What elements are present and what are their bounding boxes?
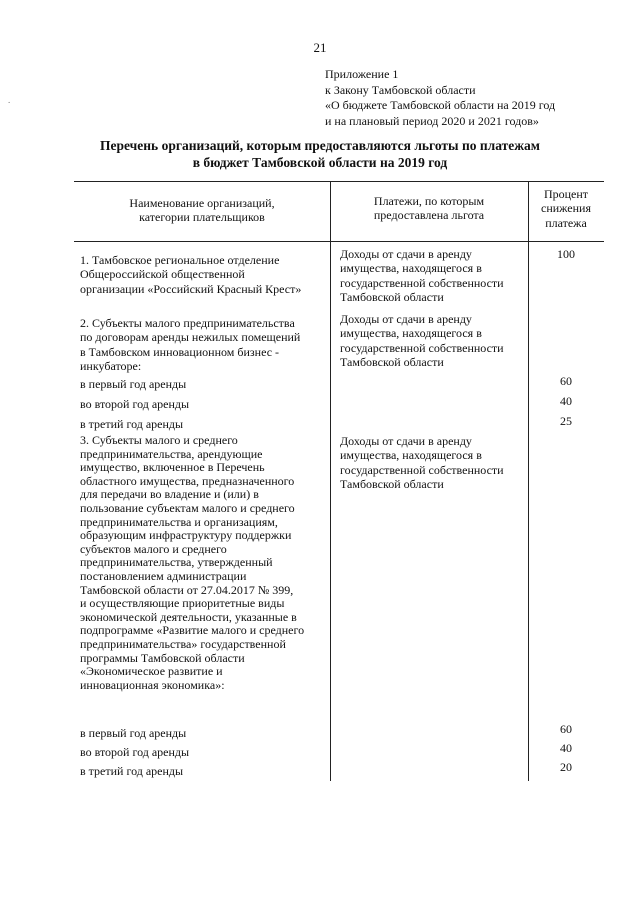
table-row-2b-organization: во второй год аренды: [80, 397, 190, 411]
table-row-3-organization: 3. Субъекты малого и среднего предпринимательства, арендующие имущество, включенное в Перечень областного имущества, предназначенного для передачи во владение и (или) в пользование субъектам малого и среднего предпринимательства и организациям, образующим инфраструктуру поддержки субъектов малого и среднего предпринимательства, утвержденный постановлением администрации Тамбовской области от 27.04.2017 № 399, и осуществляющие приоритетные виды экономической деятельности, указанные в подпрограмме «Развитие малого и среднего предпринимательства» государственной программы Тамбовской области «Экономическое развитие и инновационная экономика»:: [80, 433, 305, 692]
table-row-1-percent: 100: [557, 247, 575, 261]
table-row-1-payment: Доходы от сдачи в аренду имущества, находящегося в государственной собственности Тамбовской области: [340, 247, 504, 305]
scan-mark: .: [8, 95, 11, 105]
table-row-2b-percent: 40: [560, 394, 572, 408]
column-header-payment: Платежи, по которым предоставлена льгота: [373, 194, 485, 223]
table-column-divider: [528, 181, 529, 781]
document-title-line: в бюджет Тамбовской области на 2019 год: [192, 155, 448, 170]
appendix-line: и на плановый период 2020 и 2021 годов»: [325, 113, 539, 128]
table-row-2a-organization: в первый год аренды: [80, 377, 187, 391]
table-row-1-organization: 1. Тамбовское региональное отделение Общероссийской общественной организации «Российский Красный Крест»: [80, 253, 302, 296]
page-number: 21: [313, 40, 327, 55]
table-top-rule: [74, 181, 604, 182]
table-column-divider: [330, 181, 331, 781]
table-row-3a-percent: 60: [560, 722, 572, 736]
table-row-2-payment: Доходы от сдачи в аренду имущества, находящегося в государственной собственности Тамбовской области: [340, 312, 504, 370]
table-row-2a-percent: 60: [560, 374, 572, 388]
appendix-line: «О бюджете Тамбовской области на 2019 год: [325, 98, 556, 112]
appendix-line: к Закону Тамбовской области: [325, 82, 476, 97]
table-row-3c-organization: в третий год аренды: [80, 764, 184, 778]
table-row-3b-organization: во второй год аренды: [80, 745, 190, 759]
table-row-2-organization: 2. Субъекты малого предпринимательства по договорам аренды нежилых помещений в Тамбовском инновационном бизнес - инкубаторе:: [80, 316, 301, 374]
column-header-organization: Наименование организаций, категории плательщиков: [129, 196, 275, 225]
appendix-line: Приложение 1: [325, 67, 399, 81]
table-row-3-payment: Доходы от сдачи в аренду имущества, находящегося в государственной собственности Тамбовской области: [340, 434, 504, 492]
appendix-block: [325, 67, 555, 129]
document-title: [0, 137, 640, 171]
table-row-3a-organization: в первый год аренды: [80, 726, 187, 740]
table-row-2c-organization: в третий год аренды: [80, 417, 184, 431]
table-row-3b-percent: 40: [560, 741, 572, 755]
table-header-rule: [74, 241, 604, 242]
document-title-line: Перечень организаций, которым предоставляются льготы по платежам: [100, 138, 540, 153]
table-row-2c-percent: 25: [560, 414, 572, 428]
table-row-3c-percent: 20: [560, 760, 572, 774]
column-header-percent: Процент снижения платежа: [541, 187, 591, 230]
benefits-table: [74, 181, 604, 781]
